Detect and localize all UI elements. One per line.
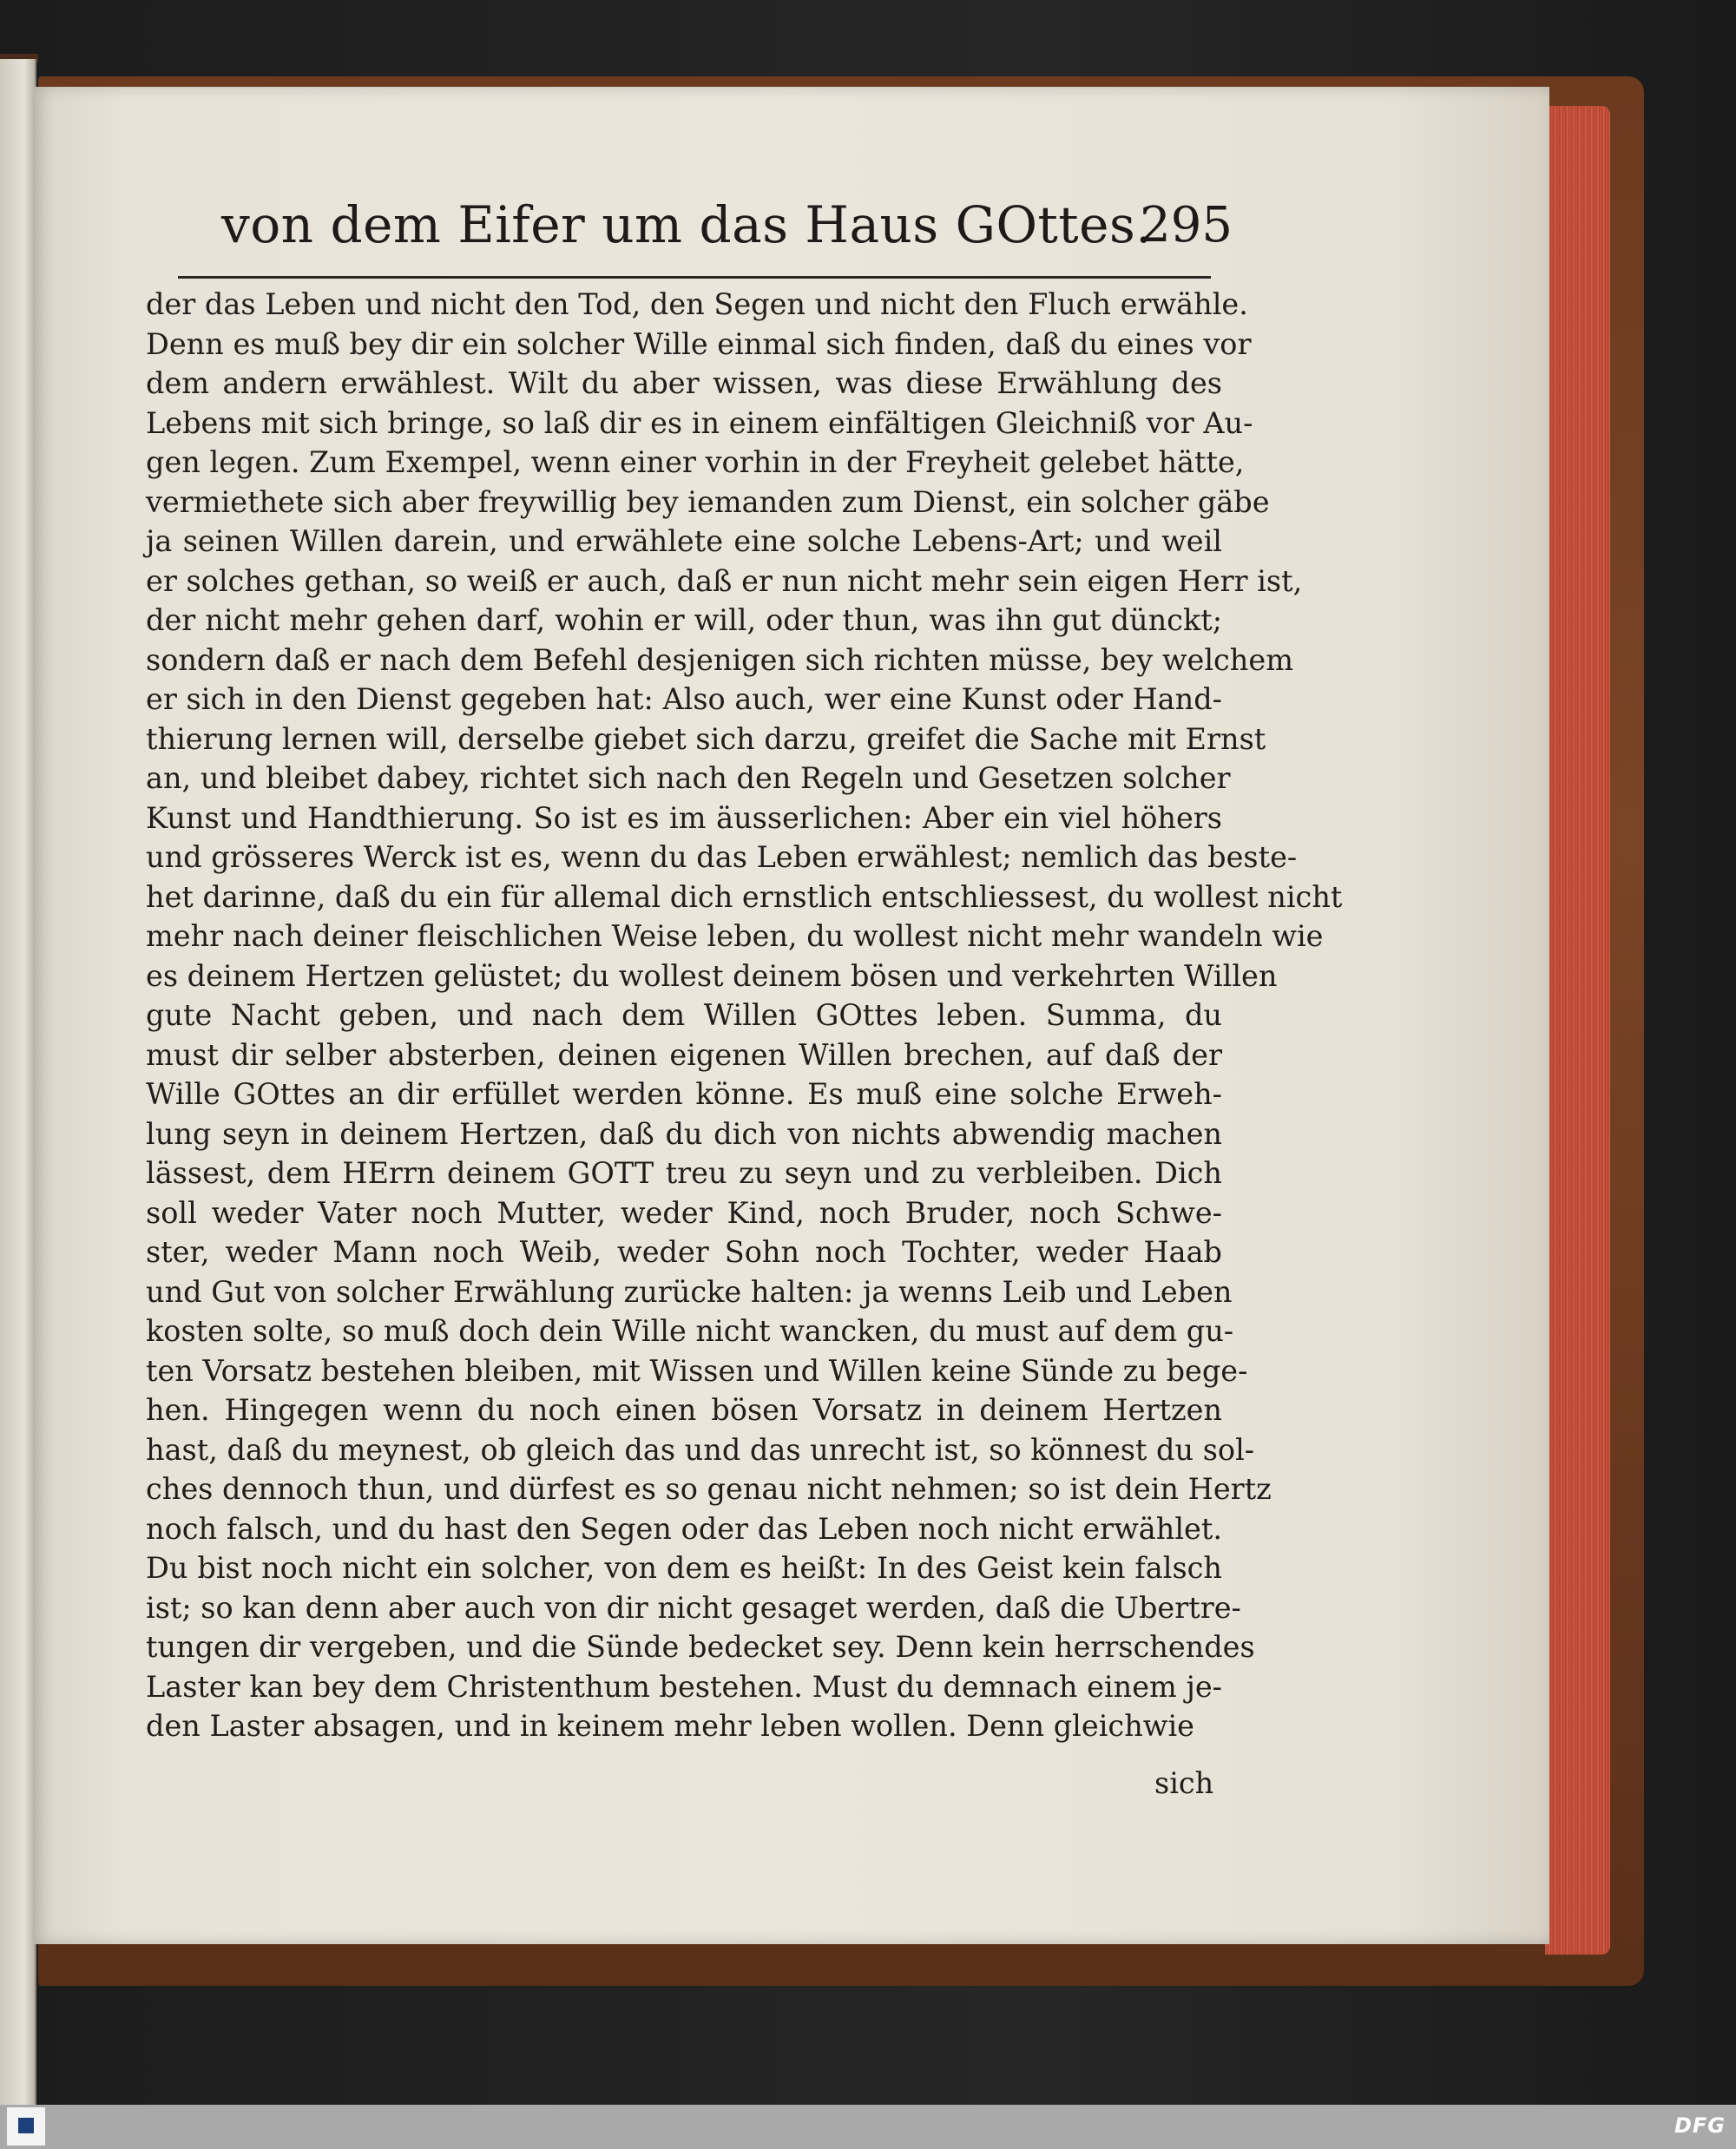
text-line: noch falsch, und du hast den Segen oder das Leben noch nicht erwählet. bbox=[146, 1511, 1222, 1546]
text-line: mehr nach deiner fleischlichen Weise leben, du wollest nicht mehr wandeln wie bbox=[146, 919, 1324, 953]
text-line: het darinne, daß du ein für allemal dich ernstlich entschliessest, du wollest nicht bbox=[146, 879, 1343, 914]
text-line: ja seinen Willen darein, und erwählete eine solche Lebens-Art; und weil bbox=[146, 524, 1222, 558]
text-line: Kunst und Handthierung. So ist es im äusserlichen: Aber ein viel höhers bbox=[146, 800, 1222, 835]
logo-mark-icon bbox=[18, 2118, 34, 2133]
text-line: ten Vorsatz bestehen bleiben, mit Wissen und Willen keine Sünde zu bege- bbox=[146, 1353, 1248, 1388]
text-line: es deinem Hertzen gelüstet; du wollest deinem bösen und verkehrten Willen bbox=[146, 958, 1278, 993]
text-line: gute Nacht geben, und nach dem Willen GOttes leben. Summa, du bbox=[146, 998, 1222, 1032]
page-header bbox=[221, 195, 1233, 273]
text-line: dem andern erwählest. Wilt du aber wissen, was diese Erwählung des bbox=[146, 366, 1222, 400]
text-line: soll weder Vater noch Mutter, weder Kind, noch Bruder, noch Schwe- bbox=[146, 1195, 1222, 1230]
text-line: ster, weder Mann noch Weib, weder Sohn noch Tochter, weder Haab bbox=[146, 1235, 1222, 1269]
text-line: thierung lernen will, derselbe giebet sich darzu, greifet die Sache mit Ernst bbox=[146, 721, 1266, 756]
text-line: hen. Hingegen wenn du noch einen bösen Vorsatz in deinem Hertzen bbox=[146, 1393, 1222, 1427]
text-line: er solches gethan, so weiß er auch, daß er nun nicht mehr sein eigen Herr ist, bbox=[146, 563, 1303, 598]
text-line: den Laster absagen, und in keinem mehr leben wollen. Denn gleichwie bbox=[146, 1709, 1194, 1743]
text-line: ist; so kan denn aber auch von dir nicht gesaget werden, daß die Ubertre- bbox=[146, 1590, 1241, 1625]
running-head: von dem Eifer um das Haus GOttes. bbox=[221, 195, 1153, 254]
dfg-label: DFG bbox=[1674, 2113, 1726, 2138]
text-line: und grösseres Werck ist es, wenn du das Leben erwählest; nemlich das beste- bbox=[146, 840, 1298, 874]
text-line: und Gut von solcher Erwählung zurücke halten: ja wenns Leib und Leben bbox=[146, 1274, 1233, 1309]
page-block-edge bbox=[1545, 106, 1610, 1955]
text-line: der nicht mehr gehen darf, wohin er will, oder thun, was ihn gut dünckt; bbox=[146, 603, 1222, 637]
text-line: Laster kan bey dem Christenthum bestehen. Must du demnach einem je- bbox=[146, 1669, 1222, 1704]
page-number: 295 bbox=[1140, 197, 1233, 253]
text-line: der das Leben und nicht den Tod, den Segen und nicht den Fluch erwähle. bbox=[146, 287, 1248, 321]
text-line: sondern daß er nach dem Befehl desjenigen sich richten müsse, bey welchem bbox=[146, 642, 1293, 677]
catchword: sich bbox=[1154, 1766, 1214, 1800]
text-line: lässest, dem HErrn deinem GOTT treu zu seyn und zu verbleiben. Dich bbox=[146, 1156, 1222, 1190]
text-line: must dir selber absterben, deinen eigenen Willen brechen, auf daß der bbox=[146, 1037, 1222, 1072]
text-line: lung seyn in deinem Hertzen, daß du dich von nichts abwendig machen bbox=[146, 1116, 1222, 1151]
text-line: kosten solte, so muß doch dein Wille nicht wancken, du must auf dem gu- bbox=[146, 1314, 1234, 1348]
text-line: Wille GOttes an dir erfüllet werden könne. Es muß eine solche Erweh- bbox=[146, 1077, 1222, 1111]
left-facing-page bbox=[0, 59, 36, 2125]
text-line: Du bist noch nicht ein solcher, von dem es heißt: In des Geist kein falsch bbox=[146, 1551, 1222, 1585]
text-line: hast, daß du meynest, ob gleich das und das unrecht ist, so könnest du sol- bbox=[146, 1432, 1255, 1467]
header-rule bbox=[178, 276, 1211, 279]
text-line: Lebens mit sich bringe, so laß dir es in einem einfältigen Gleichniß vor Au- bbox=[146, 405, 1253, 440]
text-line: er sich in den Dienst gegeben hat: Also auch, wer eine Kunst oder Hand- bbox=[146, 682, 1222, 716]
viewer-footer bbox=[0, 2105, 1736, 2149]
text-line: vermiethete sich aber freywillig bey iemanden zum Dienst, ein solcher gäbe bbox=[146, 484, 1270, 519]
body-text bbox=[146, 285, 1343, 1746]
text-line: gen legen. Zum Exempel, wenn einer vorhin in der Freyheit gelebet hätte, bbox=[146, 445, 1245, 479]
text-line: Denn es muß bey dir ein solcher Wille einmal sich finden, daß du eines vor bbox=[146, 326, 1252, 361]
text-line: tungen dir vergeben, und die Sünde bedecket sey. Denn kein herrschendes bbox=[146, 1630, 1255, 1664]
text-line: ches dennoch thun, und dürfest es so genau nicht nehmen; so ist dein Hertz bbox=[146, 1472, 1272, 1506]
text-line: an, und bleibet dabey, richtet sich nach den Regeln und Gesetzen solcher bbox=[146, 761, 1231, 795]
institution-logo bbox=[7, 2107, 45, 2146]
